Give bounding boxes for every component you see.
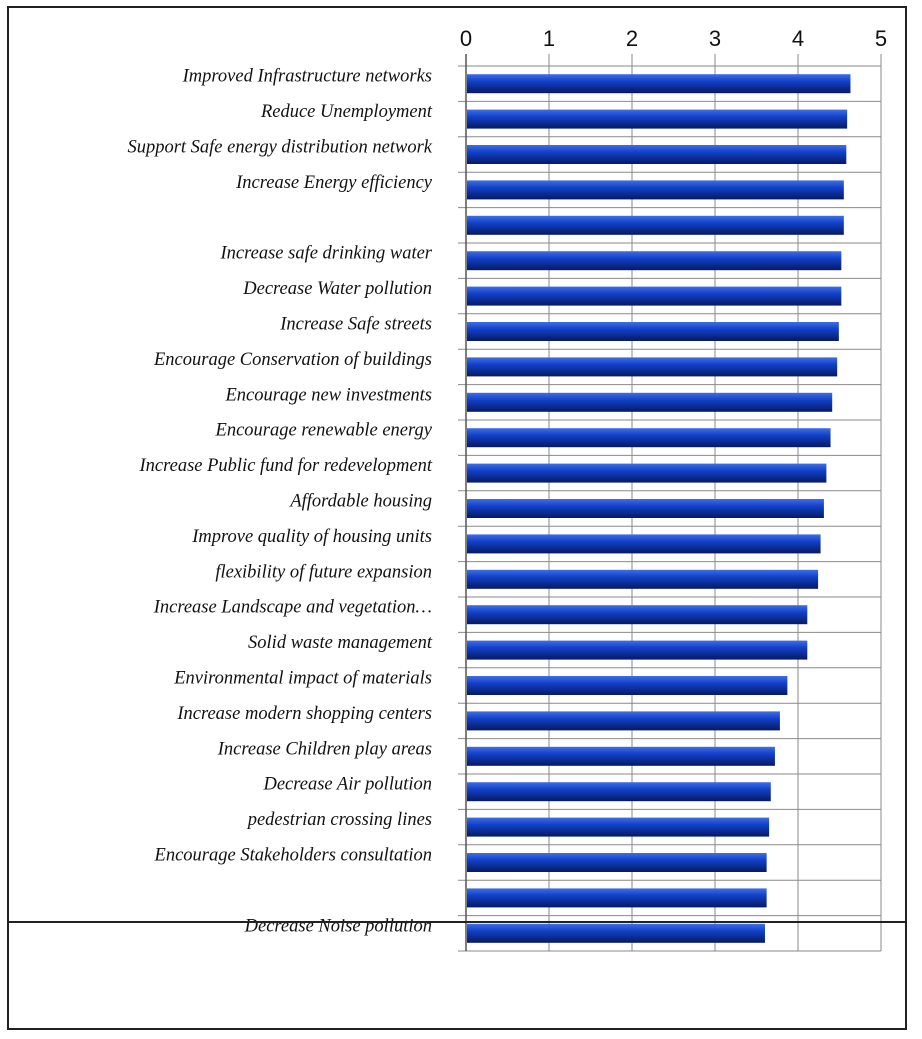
bar — [467, 393, 832, 412]
category-label: flexibility of future expansion — [215, 562, 432, 583]
category-label: Increase Landscape and vegetation… — [153, 597, 432, 618]
bar — [467, 499, 824, 518]
bar — [467, 357, 837, 376]
bar — [467, 605, 807, 624]
bar — [467, 782, 771, 801]
category-label: Increase Safe streets — [280, 314, 432, 335]
bar — [467, 74, 850, 93]
category-label: Affordable housing — [290, 491, 432, 512]
category-label: Decrease Water pollution — [243, 279, 432, 300]
bar — [467, 145, 846, 164]
bar — [467, 216, 844, 235]
category-label: Encourage new investments — [225, 385, 432, 406]
bar — [467, 888, 767, 907]
category-label: pedestrian crossing lines — [247, 810, 432, 831]
bar — [467, 534, 821, 553]
bar — [467, 747, 775, 766]
bar — [467, 676, 787, 695]
x-tick-label-1: 1 — [542, 26, 556, 51]
x-tick-label-3: 3 — [708, 26, 722, 51]
category-label: Increase Public fund for redevelopment — [139, 456, 432, 477]
category-label: Solid waste management — [248, 633, 432, 654]
bar — [467, 464, 826, 483]
category-label: Encourage renewable energy — [215, 420, 432, 441]
category-label: Increase Energy efficiency — [236, 172, 432, 193]
category-label: Improved Infrastructure networks — [182, 66, 432, 87]
category-label: Increase safe drinking water — [220, 243, 432, 264]
chart-footer-box — [7, 921, 907, 1030]
bars — [467, 74, 850, 943]
bar — [467, 110, 847, 129]
x-tick-label-2: 2 — [625, 26, 639, 51]
bar — [467, 818, 769, 837]
bar — [467, 180, 844, 199]
bar — [467, 853, 767, 872]
category-label: Decrease Air pollution — [263, 774, 432, 795]
category-labels — [127, 67, 432, 937]
bar — [467, 570, 818, 589]
category-label: Encourage Stakeholders consultation — [154, 845, 432, 866]
category-label: Encourage Conservation of buildings — [154, 349, 432, 370]
bar — [467, 641, 807, 660]
bar — [467, 711, 780, 730]
bar — [467, 287, 841, 306]
category-label: Increase Children play areas — [217, 739, 432, 760]
category-label: Improve quality of housing units — [192, 526, 432, 547]
category-label: Reduce Unemployment — [260, 102, 432, 123]
x-tick-label-0: 0 — [459, 26, 473, 51]
bar — [467, 251, 841, 270]
x-tick-label-5: 5 — [874, 26, 888, 51]
category-label: Decrease Noise pollution — [244, 916, 432, 937]
bar — [467, 322, 839, 341]
bar — [467, 428, 831, 447]
category-label: Increase modern shopping centers — [177, 703, 432, 724]
category-label: Support Safe energy distribution network — [127, 137, 432, 158]
x-tick-label-4: 4 — [791, 26, 805, 51]
category-label: Environmental impact of materials — [174, 668, 432, 689]
x-axis-tick-labels — [460, 26, 887, 51]
